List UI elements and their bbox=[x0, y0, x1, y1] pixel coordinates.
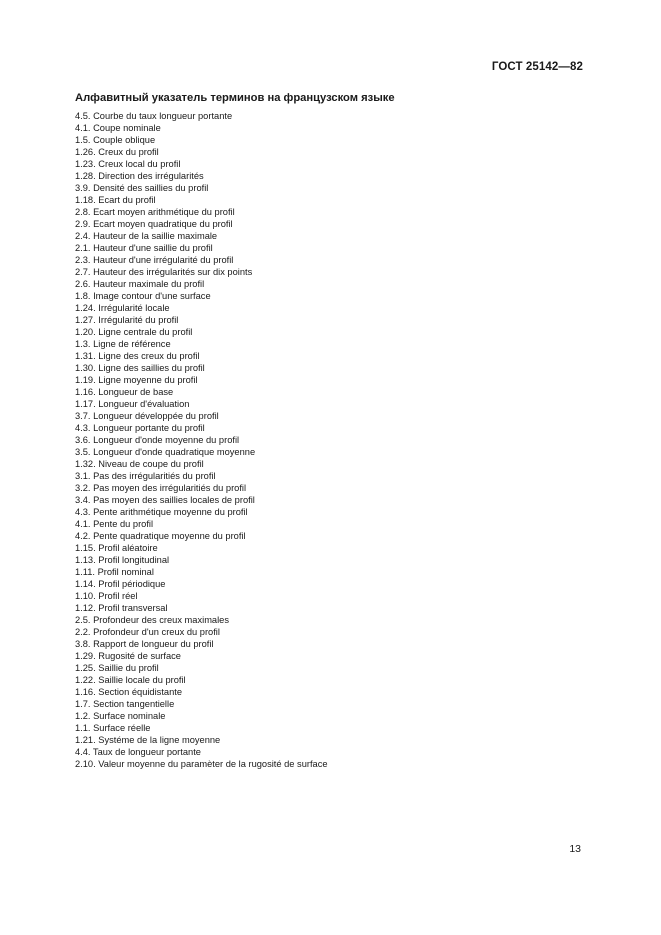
term-entry: 1.31. Ligne des creux du profil bbox=[75, 351, 200, 361]
term-entry: 1.32. Niveau de coupe du profil bbox=[75, 459, 204, 469]
term-entry: 1.8. Image contour d'une surface bbox=[75, 291, 211, 301]
term-entry: 3.5. Longueur d'onde quadratique moyenne bbox=[75, 447, 256, 457]
term-entry: 3.8. Rapport de longueur du profil bbox=[75, 639, 214, 649]
term-entry: 1.23. Creux local du profil bbox=[75, 159, 181, 169]
term-entry: 1.10. Profil réel bbox=[75, 591, 138, 601]
term-entry: 3.7. Longueur développée du profil bbox=[75, 411, 219, 421]
term-entry: 3.2. Pas moyen des irrégularitiés du profil bbox=[75, 483, 247, 493]
term-entry: 1.13. Profil longitudinal bbox=[75, 555, 170, 565]
term-entry: 1.20. Ligne centrale du profil bbox=[75, 327, 193, 337]
term-entry: 4.3. Pente arithmétique moyenne du profil bbox=[75, 507, 248, 517]
term-entry: 1.11. Profil nominal bbox=[75, 567, 154, 577]
term-entry: 4.2. Pente quadratique moyenne du profil bbox=[75, 531, 246, 541]
term-entry: 2.1. Hauteur d'une saillie du profil bbox=[75, 243, 213, 253]
term-entry: 1.17. Longueur d'évaluation bbox=[75, 399, 190, 409]
term-entry: 1.18. Ecart du profil bbox=[75, 195, 156, 205]
term-entry: 3.6. Longueur d'onde moyenne du profil bbox=[75, 435, 240, 445]
term-entry: 1.26. Creux du profil bbox=[75, 147, 159, 157]
term-entry: 1.25. Saillie du profil bbox=[75, 663, 159, 673]
term-entry: 2.10. Valeur moyenne du paramèter de la rugosité de surface bbox=[75, 759, 328, 769]
term-entry: 4.4. Taux de longueur portante bbox=[75, 747, 201, 757]
term-entry: 2.8. Ecart moyen arithmétique du profil bbox=[75, 207, 235, 217]
term-entry: 4.1. Pente du profil bbox=[75, 519, 154, 529]
term-entry: 1.2. Surface nominale bbox=[75, 711, 166, 721]
term-entry: 1.15. Profil aléatoire bbox=[75, 543, 158, 553]
term-list bbox=[75, 110, 328, 770]
document-code: ГОСТ 25142—82 bbox=[491, 61, 583, 73]
page-number: 13 bbox=[569, 843, 581, 855]
term-entry: 2.6. Hauteur maximale du profil bbox=[75, 279, 205, 289]
term-entry: 1.3. Ligne de référence bbox=[75, 339, 171, 349]
term-entry: 2.5. Profondeur des creux maximales bbox=[75, 615, 229, 625]
term-entry: 2.7. Hauteur des irrégularités sur dix points bbox=[75, 267, 253, 277]
term-entry: 3.4. Pas moyen des saillies locales de profil bbox=[75, 495, 255, 505]
term-entry: 2.3. Hauteur d'une irrégularité du profil bbox=[75, 255, 234, 265]
term-entry: 1.19. Ligne moyenne du profil bbox=[75, 375, 198, 385]
term-entry: 1.22. Saillie locale du profil bbox=[75, 675, 186, 685]
term-entry: 2.4. Hauteur de la saillie maximale bbox=[75, 231, 218, 241]
term-entry: 1.16. Longueur de base bbox=[75, 387, 174, 397]
term-entry: 1.28. Direction des irrégularités bbox=[75, 171, 204, 181]
term-entry: 1.30. Ligne des saillies du profil bbox=[75, 363, 205, 373]
term-entry: 1.24. Irrégularité locale bbox=[75, 303, 170, 313]
term-entry: 2.2. Profondeur d'un creux du profil bbox=[75, 627, 220, 637]
term-entry: 2.9. Ecart moyen quadratique du profil bbox=[75, 219, 233, 229]
term-entry: 1.7. Section tangentielle bbox=[75, 699, 175, 709]
term-entry: 1.29. Rugosité de surface bbox=[75, 651, 181, 661]
term-entry: 4.1. Coupe nominale bbox=[75, 123, 161, 133]
term-entry: 1.16. Section équidistante bbox=[75, 687, 182, 697]
term-entry: 1.12. Profil transversal bbox=[75, 603, 168, 613]
term-entry: 3.9. Densité des saillies du profil bbox=[75, 183, 209, 193]
term-entry: 1.21. Systéme de la ligne moyenne bbox=[75, 735, 221, 745]
term-entry: 1.1. Surface réelle bbox=[75, 723, 151, 733]
term-entry: 4.3. Longueur portante du profil bbox=[75, 423, 205, 433]
term-entry: 1.5. Couple oblique bbox=[75, 135, 156, 145]
term-entry: 3.1. Pas des irrégularitiés du profil bbox=[75, 471, 216, 481]
index-title: Алфавитный указатель терминов на французском языке bbox=[75, 92, 395, 104]
term-entry: 4.5. Courbe du taux longueur portante bbox=[75, 111, 233, 121]
term-entry: 1.14. Profil périodique bbox=[75, 579, 166, 589]
term-entry: 1.27. Irrégularité du profil bbox=[75, 315, 179, 325]
